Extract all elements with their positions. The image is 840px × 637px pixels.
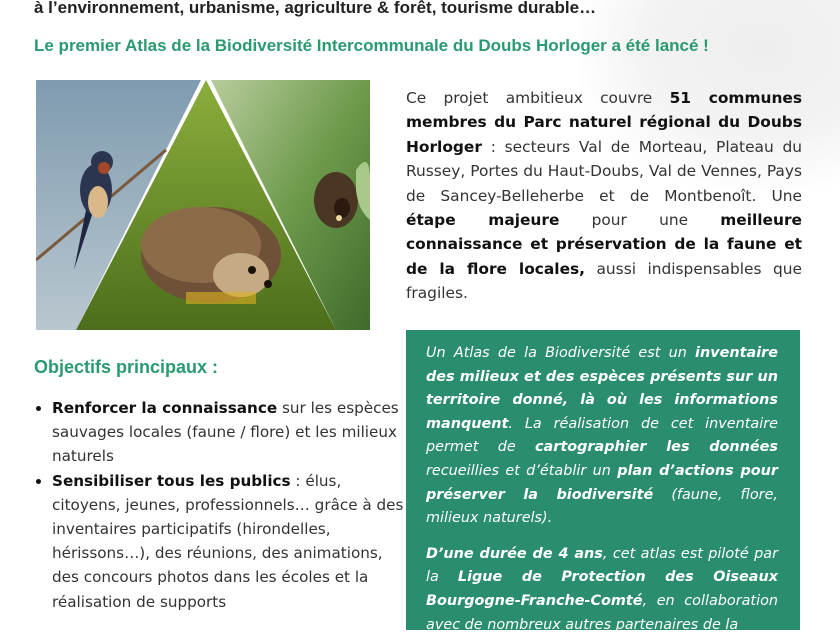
species-photo-triptych [36, 80, 370, 330]
objectives-list [30, 396, 412, 614]
list-item: • Sensibiliser tous les publics : élus, citoyens, jeunes, professionnels… grâce à des inventaires participatifs (hirondelles, hérissons…), des réunions, des animations, des concours photos dans les écoles et la réalisation de supports [52, 469, 412, 614]
atlas-info-box [406, 330, 800, 633]
project-description: Ce projet ambitieux couvre 51 communes membres du Parc naturel régional du Doubs Horloger : secteurs Val de Morteau, Plateau du Russey, Portes du Haut-Doubs, Val de Vennes, Pays de Sancey-Belleherbe et de Montbenoît. Une étape majeure pour une meilleure connaissance et préservation de la faune et de la flore locales, aussi indispensables que fragiles. [406, 89, 802, 303]
objectives-title: Objectifs principaux : [34, 357, 219, 377]
intro-heading-line: à l’environnement, urbanisme, agriculture & forêt, tourisme durable… [34, 0, 597, 17]
atlas-definition: Un Atlas de la Biodiversité est un inventaire des milieux et des espèces présents sur un territoire donné, là où les informations manquent. La réalisation de cet inventaire permet de cartographier les données recueillies et d’établir un plan d’actions pour préserver la biodiversité (faune, flore, milieux naturels). [426, 345, 779, 527]
page-headline: Le premier Atlas de la Biodiversité Intercommunale du Doubs Horloger a été lancé ! [34, 36, 709, 55]
atlas-duration: D’une durée de 4 ans, cet atlas est piloté par la Ligue de Protection des Oiseaux Bourgogne-Franche-Comté, en collaboration avec de nombreux autres partenaires de la [426, 545, 778, 633]
list-item: • Renforcer la connaissance sur les espèces sauvages locales (faune / flore) et les milieux naturels [52, 396, 412, 469]
